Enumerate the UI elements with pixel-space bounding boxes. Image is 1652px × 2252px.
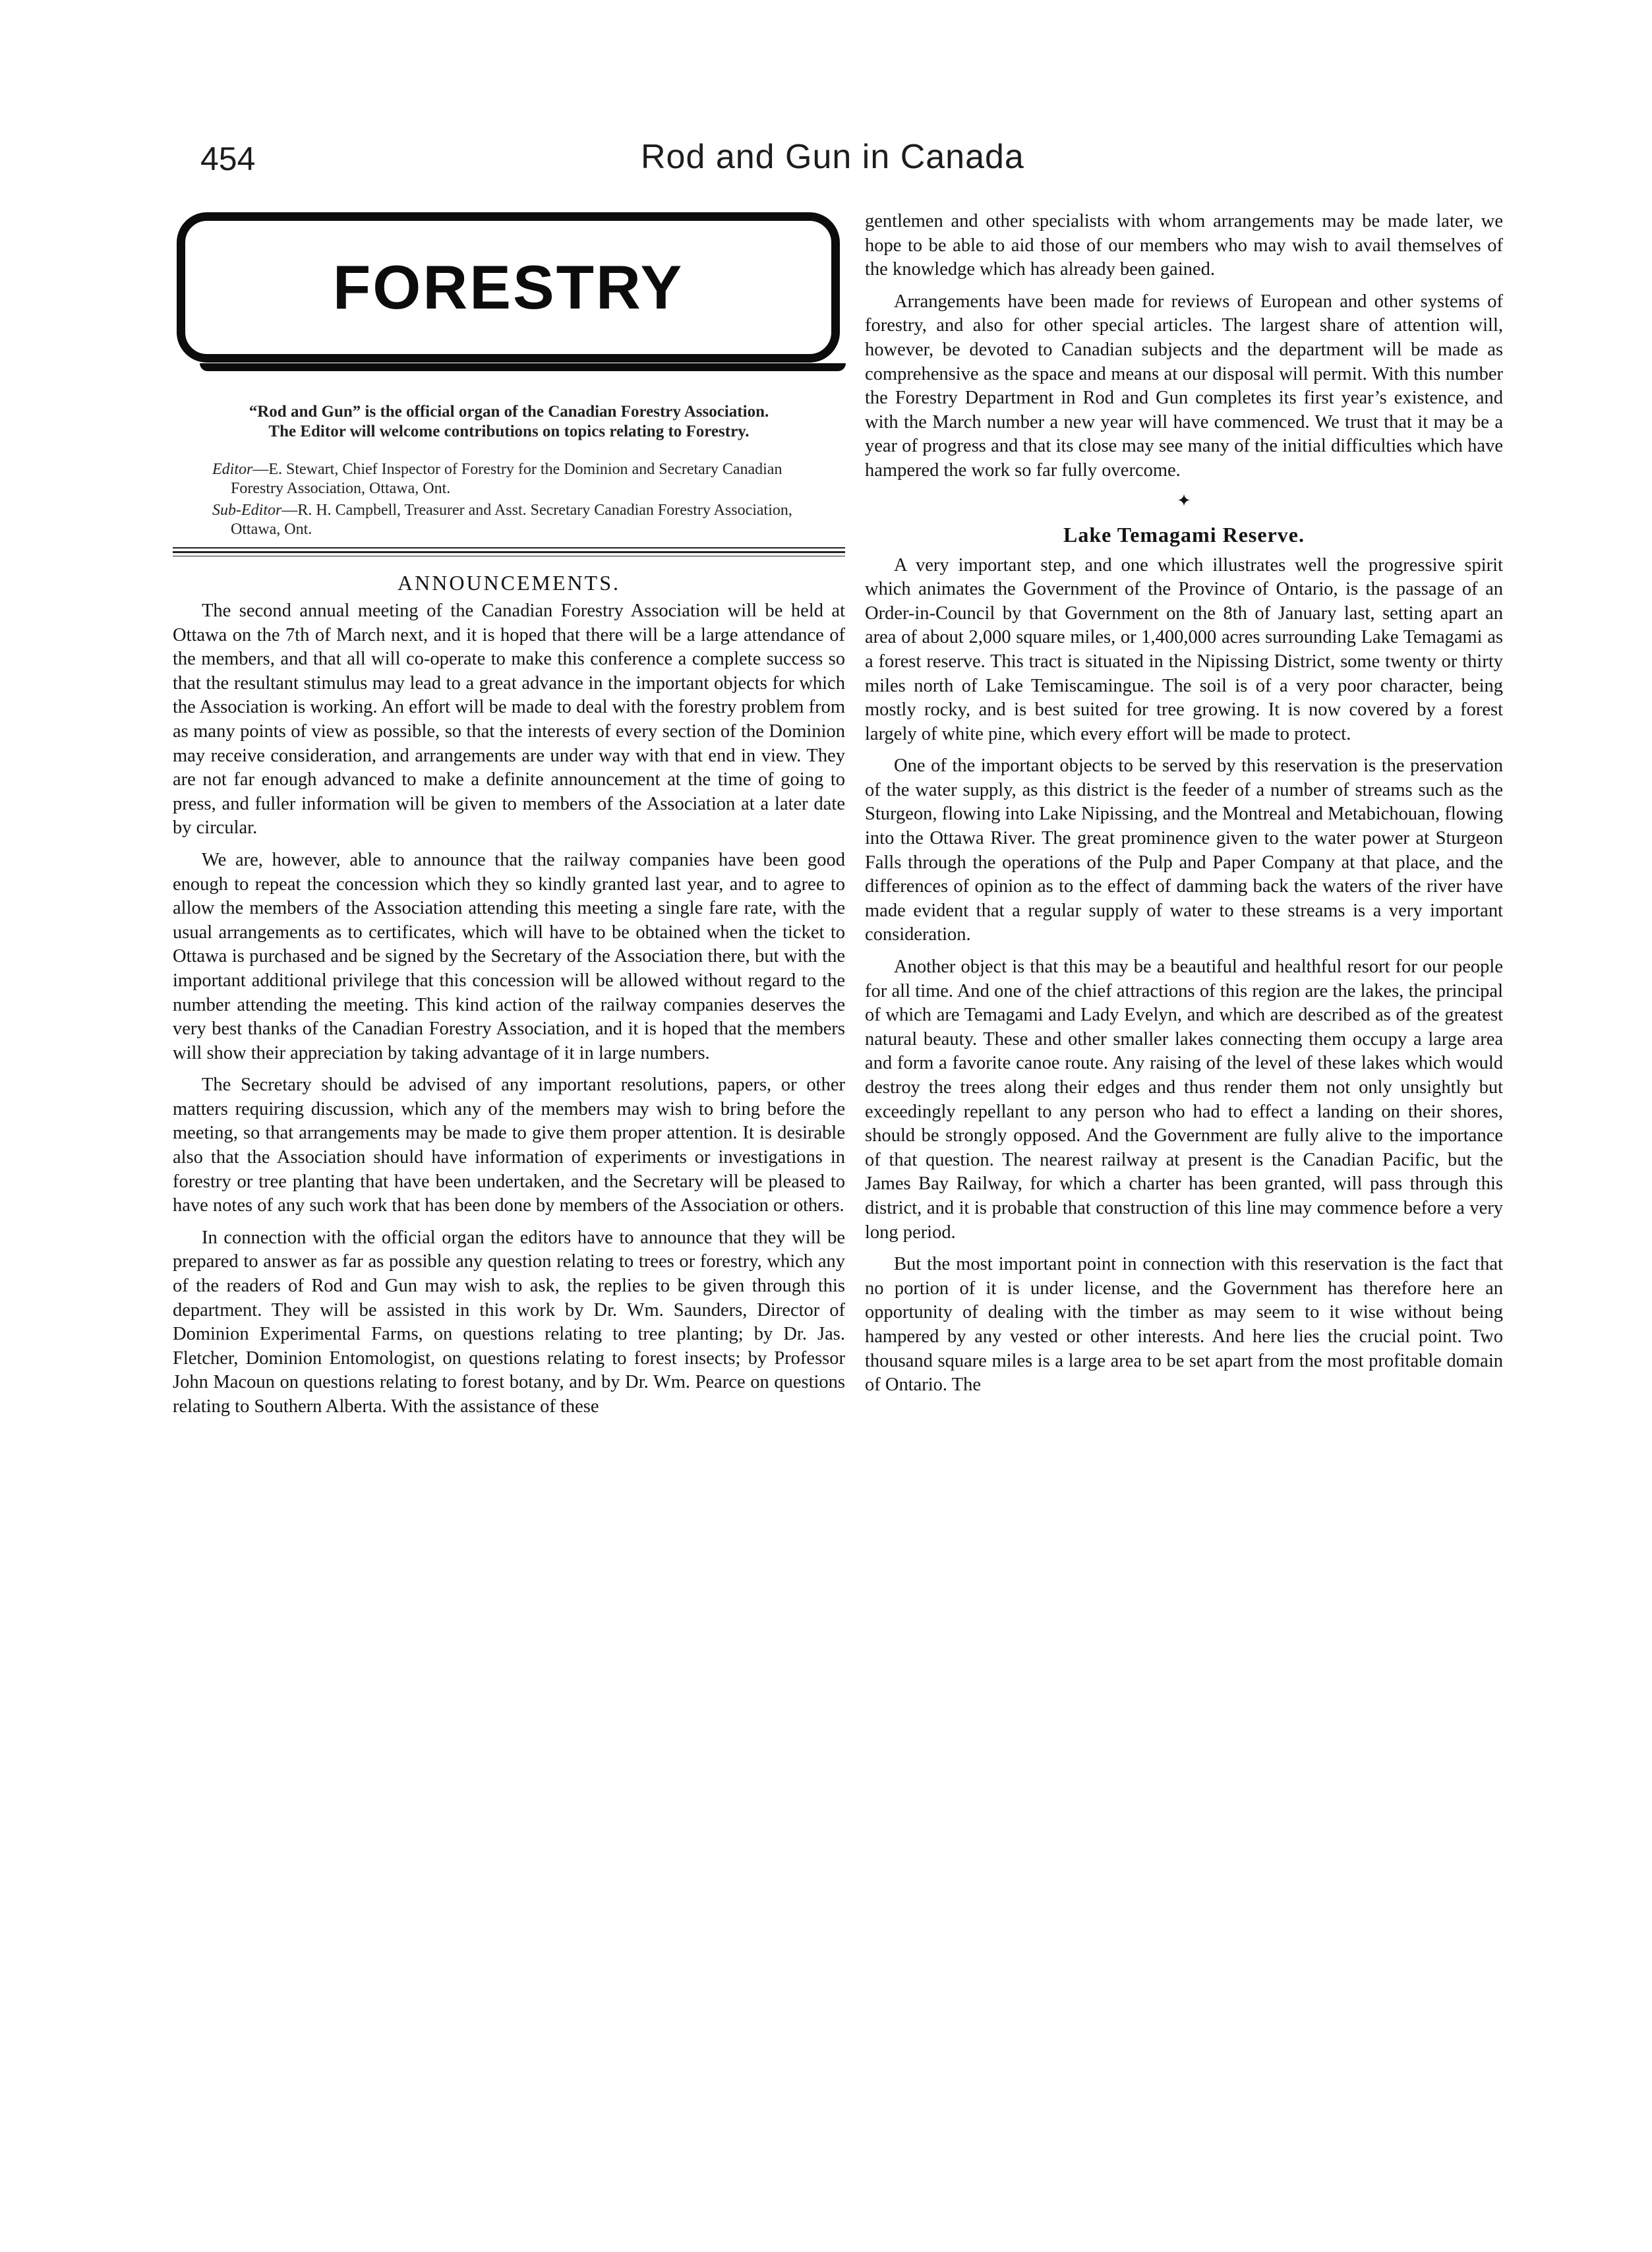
editorial-staff xyxy=(212,460,819,539)
announcement-paragraph: We are, however, able to announce that the railway companies have been good enough to repeat the concession which they so kindly granted last year, and to agree to allow the members of the Association attending this meeting a single fare rate, with the usual arrangements as to certificates, which will have to be obtained when the ticket to Ottawa is purchased and be signed by the Secretary of the Association there, but with the important additional privilege that this concession will be allowed without regard to the number attending the meeting. This kind action of the railway companies deserves the very best thanks of the Canadian Forestry Association, and it is hoped that the members will show their appreciation by taking advantage of it in large numbers. xyxy=(173,849,845,1063)
editor-text: —E. Stewart, Chief Inspector of Forestry for the Dominion and Secretary Canadian Forestry Association, Ottawa, Ont. xyxy=(231,461,782,497)
right-column xyxy=(865,210,1503,1406)
page-number: 454 xyxy=(200,140,256,177)
announcement-paragraph: The Secretary should be advised of any important resolutions, papers, or other matters requiring discussion, which any of the members may wish to bring before the meeting, so that arrangements may be made to give them proper attention. It is desirable also that the Association should have information of experiments or investigations in forestry or tree planting that have been undertaken, and the Secretary will be pleased to have notes of any such work that has been done by members of the Association or others. xyxy=(173,1075,845,1216)
sub-editor-credit xyxy=(212,501,819,539)
sub-editor-text: —R. H. Campbell, Treasurer and Asst. Secretary Canadian Forestry Association, Ottawa, Ont. xyxy=(231,502,792,538)
temagami-heading: Lake Temagami Reserve. xyxy=(1063,522,1305,547)
divider xyxy=(173,547,845,548)
official-organ-notice xyxy=(173,402,845,442)
forestry-banner xyxy=(177,212,840,363)
temagami-paragraph: One of the important objects to be served by this reservation is the preservation of the water supply, as this district is the feeder of a number of streams such as the Sturgeon, flowing into Lake Nipissing, and the Montreal and Metabichouan, flowing into the Ottawa River. The great prominence given to the water power at Sturgeon Falls through the operations of the Pulp and Paper Company at that place, and the differences of opinion as to the effect of damming back the waters of the river have made evident that a regular supply of water to these streams is a very important consideration. xyxy=(865,756,1503,945)
temagami-paragraph: A very important step, and one which illustrates well the progressive spirit which animates the Government of the Province of Ontario, is the passage of an Order-in-Council by that Government on the 8th of January last, setting apart an area of about 2,000 square miles, or 1,400,000 acres surrounding Lake Temagami as a forest reserve. This tract is situated in the Nipissing District, some twenty or thirty miles north of Lake Temiscamingue. The soil is of a very poor character, being mostly rocky, and is best suited for tree growing. It is now covered by a forest largely of white pine, which every effort will be made to protect. xyxy=(865,554,1503,744)
divider-double xyxy=(173,551,845,556)
editor-credit xyxy=(212,460,819,498)
notice-line-2: The Editor will welcome contributions on topics relating to Forestry. xyxy=(268,423,750,440)
ornament-icon: ✦ xyxy=(1177,490,1191,510)
editor-label: Editor xyxy=(212,461,253,478)
arrangements-paragraph: Arrangements have been made for reviews of European and other systems of forestry, and also for other special articles. The largest share of attention will, however, be devoted to Canadian subjects and the department will be made as comprehensive as the space and means at our disposal will permit. With this number the Forestry Department in Rod and Gun completes its first year’s existence, and with the March number a new year will have commenced. We trust that it may be a year of progress and that its close may see many of the initial difficulties which have hampered the work so far fully overcome. xyxy=(865,291,1503,481)
notice-line-1: “Rod and Gun” is the official organ of the Canadian Forestry Association. xyxy=(249,403,769,421)
announcements-heading: ANNOUNCEMENTS. xyxy=(398,571,620,595)
temagami-paragraph: But the most important point in connection with this reservation is the fact that no portion of it is under license, and the Government has therefore here an opportunity of dealing with the timber as may seem to it wise without being hampered by any vested or other interests. And here lies the crucial point. Two thousand square miles is a large area to be set apart from the most profitable domain of Ontario. The xyxy=(865,1254,1503,1396)
announcement-paragraph: In connection with the official organ the editors have to announce that they will be prepared to answer as far as possible any question relating to trees or forestry, which any of the readers of Rod and Gun may wish to ask, the replies to be given through this department. They will be assisted in this work by Dr. Wm. Saunders, Director of Dominion Experimental Farms, on questions relating to tree planting; by Dr. Jas. Fletcher, Dominion Entomologist, on questions relating to forest insects; by Professor John Macoun on questions relating to forest botany, and by Dr. Wm. Pearce on questions relating to Southern Alberta. With the assistance of these xyxy=(173,1227,845,1417)
sub-editor-label: Sub-Editor xyxy=(212,502,282,519)
banner-title: FORESTRY xyxy=(332,252,684,322)
left-column xyxy=(173,212,845,1427)
temagami-paragraph: Another object is that this may be a beautiful and healthful resort for our people for all time. And one of the chief attractions of this region are the lakes, the principal of which are Temagami and Lady Evelyn, and which are described as of the greatest natural beauty. These and other smaller lakes connecting them occupy a large area and form a favorite canoe route. Any raising of the level of these lakes which would destroy the trees along their edges and thus render them not only unsightly but exceedingly repellant to any person who had to effect a landing on their shores, should be strongly opposed. And the Government are fully alive to the importance of that question. The nearest railway at present is the Canadian Pacific, but the James Bay Railway, for which a charter has been granted, will pass through this district, and it is probable that construction of this line may commence before a very long period. xyxy=(865,957,1503,1243)
announcement-paragraph: The second annual meeting of the Canadian Forestry Association will be held at Ottawa on the 7th of March next, and it is hoped that there will be a large attendance of the members, and that all will co-operate to make this conference a complete success so that the resultant stimulus may lead to a great advance in the important objects for which the Association is working. An effort will be made to deal with the forestry problem from as many points of view as possible, so that the interests of every section of the Dominion may receive consideration, and arrangements are under way with that end in view. They are not far enough advanced to make a definite announcement at the time of going to press, and fuller information will be given to members of the Association at a later date by circular. xyxy=(173,601,845,839)
continued-paragraph: gentlemen and other specialists with whom arrangements may be made later, we hope to be able to aid those of our members who may wish to avail themselves of the knowledge which has already been gained. xyxy=(865,211,1503,280)
running-title: Rod and Gun in Canada xyxy=(641,138,1024,176)
